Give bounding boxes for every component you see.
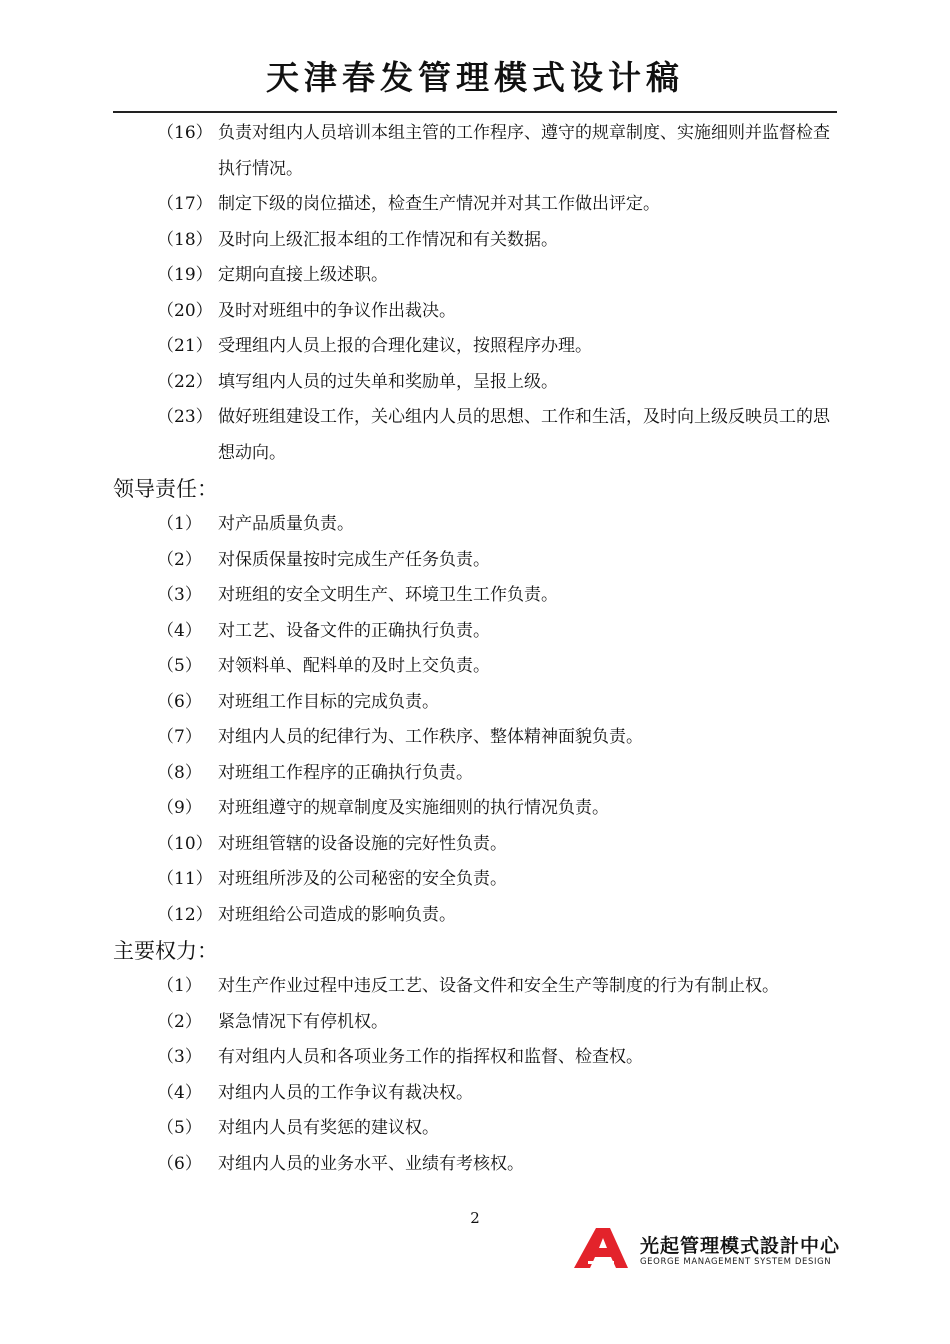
item-number: （3） [157, 585, 202, 605]
item-text: 定期向直接上级述职。 [218, 265, 388, 285]
item-text: 紧急情况下有停机权。 [218, 1011, 388, 1032]
item-number: （4） [157, 1082, 202, 1103]
powers-list [113, 969, 837, 1182]
duties-list [113, 116, 837, 471]
list-item [113, 614, 837, 650]
item-number: （6） [157, 1153, 202, 1174]
item-text: 对班组管辖的设备设施的完好性负责。 [218, 833, 507, 854]
item-text: 有对组内人员和各项业务工作的指挥权和监督、检查权。 [218, 1047, 643, 1067]
item-number: （1） [157, 514, 202, 534]
list-item [113, 1005, 837, 1041]
list-item [113, 507, 837, 543]
logo-english-name: GEORGE MANAGEMENT SYSTEM DESIGN [640, 1257, 832, 1267]
item-text: 及时向上级汇报本组的工作情况和有关数据。 [218, 229, 558, 250]
item-text: 制定下级的岗位描述，检查生产情况并对其工作做出评定。 [218, 194, 660, 214]
item-text: 对领料单、配料单的及时上交负责。 [218, 656, 490, 676]
item-number: （11） [157, 869, 213, 889]
item-text: 对组内人员的工作争议有裁决权。 [218, 1082, 473, 1103]
item-text: 做好班组建设工作，关心组内人员的思想、工作和生活，及时向上级反映员工的思想动向。 [218, 407, 830, 463]
item-number: （12） [157, 904, 213, 925]
list-item [113, 756, 837, 792]
list-item [113, 720, 837, 756]
item-text: 对班组所涉及的公司秘密的安全负责。 [218, 869, 507, 889]
item-text: 受理组内人员上报的合理化建议，按照程序办理。 [218, 336, 592, 356]
item-number: （5） [157, 656, 202, 676]
item-number: （7） [157, 727, 202, 747]
item-text: 填写组内人员的过失单和奖励单，呈报上级。 [218, 371, 558, 392]
list-item [113, 365, 837, 401]
document-body [113, 116, 837, 1182]
item-text: 对班组遵守的规章制度及实施细则的执行情况负责。 [218, 798, 609, 818]
item-text: 对组内人员的纪律行为、工作秩序、整体精神面貌负责。 [218, 727, 643, 747]
item-text: 负责对组内人员培训本组主管的工作程序、遵守的规章制度、实施细则并监督检查执行情况。 [218, 123, 830, 179]
item-number: （9） [157, 798, 202, 818]
document-title: 天津春发管理模式设计稿 [266, 58, 684, 97]
list-item [113, 223, 837, 259]
item-number: （10） [157, 833, 213, 854]
item-text: 对组内人员的业务水平、业绩有考核权。 [218, 1153, 524, 1174]
list-item [113, 791, 837, 827]
list-item [113, 578, 837, 614]
item-number: （18） [157, 229, 213, 250]
item-number: （2） [157, 1011, 202, 1032]
list-item [113, 258, 837, 294]
logo-chinese-name: 光起管理模式設計中心 [640, 1235, 841, 1257]
list-item [113, 969, 837, 1005]
item-number: （23） [157, 407, 213, 427]
item-number: （21） [157, 336, 213, 356]
item-text: 对生产作业过程中违反工艺、设备文件和安全生产等制度的行为有制止权。 [218, 976, 779, 996]
list-item [113, 1147, 837, 1183]
list-item [113, 1111, 837, 1147]
item-text: 对班组的安全文明生产、环境卫生工作负责。 [218, 585, 558, 605]
list-item [113, 543, 837, 579]
item-number: （1） [157, 976, 202, 996]
list-item [113, 116, 837, 187]
item-number: （20） [157, 300, 213, 321]
item-number: （8） [157, 762, 202, 783]
item-number: （3） [157, 1047, 202, 1067]
page-number: 2 [470, 1209, 480, 1227]
item-number: （16） [157, 123, 213, 143]
item-text: 对组内人员有奖惩的建议权。 [218, 1118, 439, 1138]
list-item [113, 329, 837, 365]
list-item [113, 649, 837, 685]
list-item [113, 827, 837, 863]
list-item [113, 294, 837, 330]
logo-a-mark-icon [574, 1228, 628, 1268]
list-item [113, 1040, 837, 1076]
item-text: 对保质保量按时完成生产任务负责。 [218, 549, 490, 570]
item-number: （19） [157, 265, 213, 285]
item-text: 对工艺、设备文件的正确执行负责。 [218, 620, 490, 641]
item-text: 对产品质量负责。 [218, 514, 354, 534]
list-item [113, 862, 837, 898]
leadership-list [113, 507, 837, 933]
list-item [113, 400, 837, 471]
item-text: 对班组工作程序的正确执行负责。 [218, 762, 473, 783]
item-number: （17） [157, 194, 213, 214]
list-item [113, 685, 837, 721]
list-item [113, 187, 837, 223]
item-number: （6） [157, 691, 202, 712]
section-heading-leadership: 领导责任： [113, 477, 218, 501]
item-number: （5） [157, 1118, 202, 1138]
item-text: 及时对班组中的争议作出裁决。 [218, 300, 456, 321]
item-text: 对班组工作目标的完成负责。 [218, 691, 439, 712]
title-divider [113, 111, 837, 113]
section-heading-powers: 主要权力： [113, 939, 218, 963]
company-logo [574, 1228, 839, 1270]
item-number: （4） [157, 620, 202, 641]
item-text: 对班组给公司造成的影响负责。 [218, 904, 456, 925]
list-item [113, 898, 837, 934]
logo-a-gap [588, 1261, 614, 1264]
item-number: （22） [157, 371, 213, 392]
list-item [113, 1076, 837, 1112]
item-number: （2） [157, 549, 202, 570]
